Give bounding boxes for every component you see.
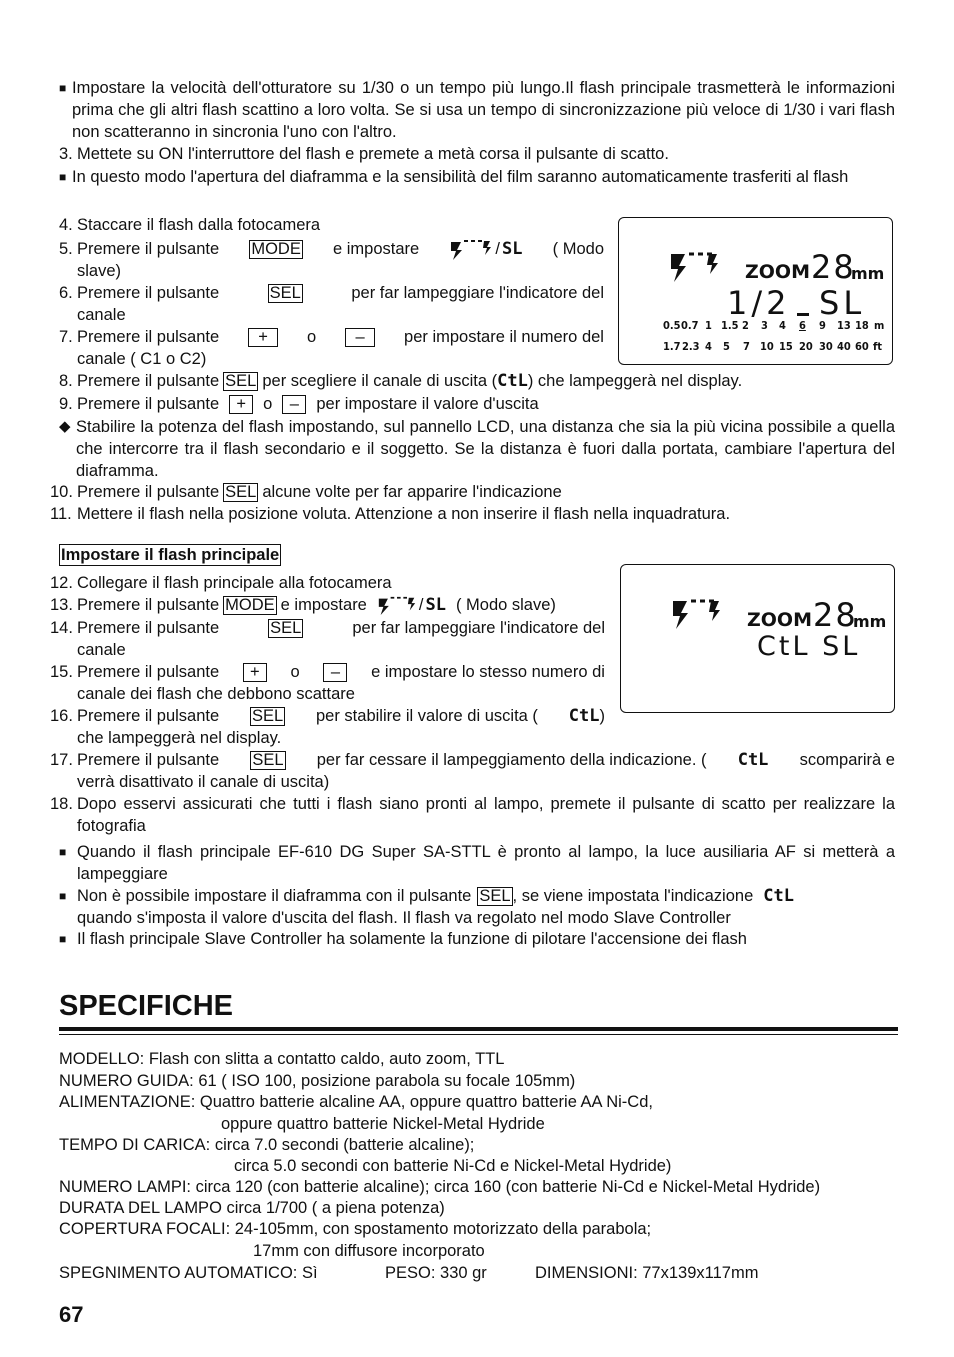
page-number: 67 — [59, 1302, 84, 1327]
flash-bolt-icon — [449, 238, 493, 260]
bullet-square: ■ — [59, 81, 67, 95]
step-number: 3. — [59, 145, 73, 163]
step-number: 10. — [50, 483, 73, 501]
lcd-zoom-label: ZOOM — [747, 609, 812, 631]
step-15-text-d: canale dei flash che debbono scattare — [77, 685, 355, 703]
step-17-line — [77, 749, 895, 771]
spec-auto-off: SPEGNIMENTO AUTOMATICO: Sì — [59, 1264, 318, 1282]
sel-button-label: SEL — [479, 886, 511, 905]
step-number: 4. — [59, 216, 73, 234]
step-13-text-a: Premere il pulsante — [77, 596, 220, 614]
lcd-zoom-value: 28 — [811, 248, 856, 286]
lcd-scale-feet-tick: 4 — [705, 340, 712, 353]
flash-bolt-icon — [377, 594, 417, 616]
spec-power-cont: oppure quattro batterie Nickel-Metal Hydride — [221, 1115, 545, 1133]
step-8-text-c: ) che lampeggerà nel display. — [527, 372, 743, 390]
plus-button-label: + — [243, 663, 267, 682]
step-12-text: Collegare il flash principale alla fotocamera — [77, 574, 392, 592]
step-15-line — [77, 661, 605, 683]
spec-model: MODELLO: Flash con slitta a contatto caldo, auto zoom, TTL — [59, 1050, 505, 1068]
step-3-text: Mettete su ON l'interruttore del flash e premete a metà corsa il pulsante di scatto. — [77, 145, 669, 163]
lcd-ctl-sl: CtL SL — [757, 631, 861, 662]
intro-paragraph-1: Impostare la velocità dell'otturatore su 1/30 o un tempo più lungo.Il flash principale trasmetterà le informazioni prima che gli altri flash scattino a loro volta. Se si usa un tempo di sincronizzazione più veloce di 1/30 i vari flash non scatteranno in sincronia l'uno con l'altro. — [72, 79, 895, 141]
step-5-text-b: e impostare — [333, 240, 420, 258]
lcd-scale-feet-tick: 60 — [855, 340, 869, 353]
step-14-text-c: canale — [77, 641, 126, 659]
spec-recycle: TEMPO DI CARICA: circa 7.0 secondi (batterie alcaline); — [59, 1136, 475, 1154]
lcd-scale-meter-tick: 0.5 — [663, 319, 681, 332]
lcd-zoom-value: 28 — [813, 596, 858, 634]
sl-glyph: SL — [425, 595, 446, 615]
section-title-main-flash — [59, 544, 281, 566]
bullet-diamond: ◆ — [59, 418, 71, 435]
lcd-scale-feet-tick: ft — [873, 340, 883, 353]
note-2-text-b: , se viene impostata l'indicazione — [512, 887, 754, 905]
lcd-scale-feet-tick: 20 — [799, 340, 813, 353]
plus-button-label: + — [248, 328, 278, 347]
step-5-text-a: Premere il pulsante — [77, 240, 220, 258]
step-number: 16. — [50, 707, 73, 725]
step-15-text-c: e impostare lo stesso numero di — [371, 663, 605, 681]
lcd-scale-feet-tick: 1.7 — [663, 340, 681, 353]
lcd-meter-scale — [663, 319, 885, 333]
lcd-ratio: 1/2 — [727, 284, 791, 322]
sel-button-label: SEL — [269, 283, 301, 302]
sel-button-label: SEL — [251, 706, 284, 725]
lcd-unit: mm — [851, 264, 885, 283]
step-13-text-c: ( Modo slave) — [455, 596, 556, 614]
plus-button-label: + — [229, 395, 253, 414]
title-rule-thin — [59, 1034, 898, 1035]
step-8-text-a: Premere il pulsante — [77, 372, 220, 390]
spec-recycle-cont: circa 5.0 secondi con batterie Ni-Cd e Nickel-Metal Hydride) — [234, 1157, 672, 1175]
spec-coverage-cont: 17mm con diffusore incorporato — [253, 1242, 485, 1260]
step-7-text-c: per impostare il numero del — [404, 328, 604, 346]
step-10-text-a: Premere il pulsante — [77, 483, 220, 501]
ctl-glyph: CtL — [737, 750, 769, 770]
step-11-text: Mettere il flash nella posizione voluta. Attenzione a non inserire il flash nella inquadratura. — [77, 505, 731, 523]
lcd-unit: mm — [853, 612, 887, 631]
spec-flashes: NUMERO LAMPI: circa 120 (con batterie alcaline); circa 160 (con batterie Ni-Cd e Nickel-Metal Hydride) — [59, 1178, 821, 1196]
step-number: 9. — [59, 395, 73, 413]
step-15-text-a: Premere il pulsante — [77, 663, 220, 681]
step-7-line — [77, 326, 604, 348]
step-14-line — [77, 617, 605, 639]
section-title-label: Impostare il flash principale — [61, 546, 280, 564]
lcd-display-slave — [618, 217, 893, 365]
lcd-scale-selector — [797, 313, 809, 316]
step-10-line — [77, 481, 562, 503]
step-number: 8. — [59, 372, 73, 390]
step-5-line — [77, 238, 604, 260]
step-16-line — [77, 705, 605, 727]
lcd-scale-meter-tick: m — [874, 319, 885, 332]
specs-title: SPECIFICHE — [59, 990, 234, 1022]
lcd-display-controller — [620, 564, 895, 713]
step-16-text-c: ) — [599, 707, 605, 725]
step-number: 12. — [50, 574, 73, 592]
sel-button-label: SEL — [225, 371, 257, 390]
step-number: 17. — [50, 751, 73, 769]
spec-coverage: COPERTURA FOCALI: 24-105mm, con spostamento motorizzato della parabola; — [59, 1220, 652, 1238]
diamond-note: Stabilire la potenza del flash impostando, sul pannello LCD, una distanza che sia la più vicina possibile a quella che intercorre tra il flash secondario e il soggetto. Se la distanza è fuori dalla portata, cambiare l'apertura del diaframma. — [76, 418, 895, 480]
lcd-scale-meter-tick: 3 — [761, 319, 768, 332]
lcd-zoom-label: ZOOM — [745, 261, 810, 283]
lcd-scale-meter-tick: 2 — [742, 319, 749, 332]
step-6-line — [77, 282, 604, 304]
sel-button-label: SEL — [252, 750, 284, 769]
step-6-text-a: Premere il pulsante — [77, 284, 220, 302]
step-13-text-b: e impostare — [280, 596, 367, 614]
spec-guide-number: NUMERO GUIDA: 61 ( ISO 100, posizione parabola su focale 105mm) — [59, 1072, 576, 1090]
spec-duration: DURATA DEL LAMPO circa 1/700 ( a piena potenza) — [59, 1199, 445, 1217]
step-6-text-b: per far lampeggiare l'indicatore del — [351, 284, 604, 302]
step-17-text-a: Premere il pulsante — [77, 751, 220, 769]
lcd-scale-meter-tick: 18 — [855, 319, 869, 332]
lcd-scale-feet-tick: 30 — [819, 340, 833, 353]
lcd-scale-meter-tick: 6 — [799, 319, 806, 332]
step-5-text-d: slave) — [77, 262, 122, 280]
lcd-scale-feet-tick: 7 — [743, 340, 750, 353]
lcd-scale-meter-tick: 1 — [705, 319, 712, 332]
step-5-text-c: ( Modo — [552, 240, 604, 258]
sl-glyph: SL — [501, 239, 523, 259]
lcd-scale-feet-tick: 10 — [760, 340, 774, 353]
bullet-square: ■ — [59, 170, 67, 184]
ctl-glyph: CtL — [497, 371, 528, 391]
lcd-feet-scale — [663, 340, 881, 354]
step-16-text-b: per stabilire il valore di uscita ( — [316, 707, 538, 725]
step-8-text-b: per scegliere il canale di uscita ( — [262, 372, 498, 390]
lcd-scale-meter-tick: 4 — [779, 319, 786, 332]
ctl-glyph: CtL — [568, 706, 600, 726]
lcd-scale-feet-tick: 15 — [779, 340, 793, 353]
sel-button-label: SEL — [225, 482, 257, 501]
step-number: 18. — [50, 795, 73, 813]
step-number: 6. — [59, 284, 73, 302]
mode-button-label: MODE — [225, 595, 275, 614]
minus-button-label: – — [345, 328, 375, 347]
bullet-square: ■ — [59, 889, 67, 903]
step-6-text-c: canale — [77, 306, 126, 324]
lcd-scale-feet-tick: 5 — [723, 340, 730, 353]
minus-button-label: – — [323, 663, 347, 682]
step-number: 11. — [50, 505, 72, 523]
note-3: Il flash principale Slave Controller ha solamente la funzione di pilotare l'accensione dei flash — [77, 930, 747, 948]
step-16-text-a: Premere il pulsante — [77, 707, 220, 725]
lcd-scale-meter-tick: 0.7 — [681, 319, 699, 332]
flash-slave-icon: / SL — [377, 594, 446, 616]
lcd-scale-meter-tick: 13 — [837, 319, 851, 332]
step-13-line — [77, 594, 556, 616]
ctl-glyph: CtL — [763, 886, 794, 906]
step-16-text-d: che lampeggerà nel display. — [77, 729, 282, 747]
spec-dimensions: DIMENSIONI: 77x139x117mm — [535, 1264, 759, 1282]
lcd-mode: SL — [819, 284, 866, 322]
step-number: 15. — [50, 663, 73, 681]
step-9-line — [77, 393, 539, 415]
step-7-text-d: canale ( C1 o C2) — [77, 350, 207, 368]
bullet-square: ■ — [59, 845, 67, 859]
step-14-text-a: Premere il pulsante — [77, 619, 220, 637]
step-9-text-a: Premere il pulsante — [77, 395, 220, 413]
step-number: 7. — [59, 328, 73, 346]
step-7-text-b: o — [307, 328, 317, 346]
step-10-text-b: alcune volte per far apparire l'indicazione — [262, 483, 562, 501]
mode-button-label: MODE — [251, 239, 301, 258]
intro-paragraph-2: In questo modo l'apertura del diaframma e la sensibilità del film saranno automaticamente trasferiti al flash — [72, 168, 849, 186]
step-8-line — [77, 370, 742, 392]
lcd-scale-feet-tick: 2.3 — [682, 340, 700, 353]
step-15-text-b: o — [290, 663, 300, 681]
step-17-text-b: per far cessare il lampeggiamento della indicazione. ( — [316, 751, 707, 769]
step-18-text: Dopo esservi assicurati che tutti i flash siano pronti al lampo, premete il pulsante di scatto per realizzare la fotografia — [77, 795, 895, 835]
note-1: Quando il flash principale EF-610 DG Super SA-STTL è pronto al lampo, la luce ausiliaria AF si metterà a lampeggiare — [77, 843, 895, 883]
bullet-square: ■ — [59, 932, 67, 946]
step-9-text-b: o — [263, 395, 273, 413]
title-rule-thick — [59, 1027, 898, 1031]
lcd-scale-feet-tick: 40 — [837, 340, 851, 353]
minus-button-label: – — [282, 395, 306, 414]
flash-slave-icon: / SL — [449, 238, 522, 260]
step-17-text-c: scomparirà e — [799, 751, 895, 769]
step-number: 5. — [59, 240, 73, 258]
spec-weight: PESO: 330 gr — [385, 1264, 487, 1282]
note-2-text-a: Non è possibile impostare il diaframma con il pulsante — [77, 887, 472, 905]
step-7-text-a: Premere il pulsante — [77, 328, 220, 346]
step-14-text-b: per far lampeggiare l'indicatore del — [352, 619, 605, 637]
step-number: 13. — [50, 596, 73, 614]
lcd-scale-meter-tick: 1.5 — [721, 319, 739, 332]
step-9-text-c: per impostare il valore d'uscita — [316, 395, 539, 413]
note-2-line — [77, 885, 895, 907]
sel-button-label: SEL — [270, 618, 302, 637]
spec-power: ALIMENTAZIONE: Quattro batterie alcaline AA, oppure quattro batterie AA Ni-Cd, — [59, 1093, 653, 1111]
lcd-scale-meter-tick: 9 — [819, 319, 826, 332]
step-17-text-d: verrà disattivato il canale di uscita) — [77, 773, 330, 791]
note-2-text-c: quando s'imposta il valore d'uscita del flash. Il flash va regolato nel modo Slave Controller — [77, 909, 731, 927]
step-number: 14. — [50, 619, 73, 637]
step-4-text: Staccare il flash dalla fotocamera — [77, 216, 321, 234]
